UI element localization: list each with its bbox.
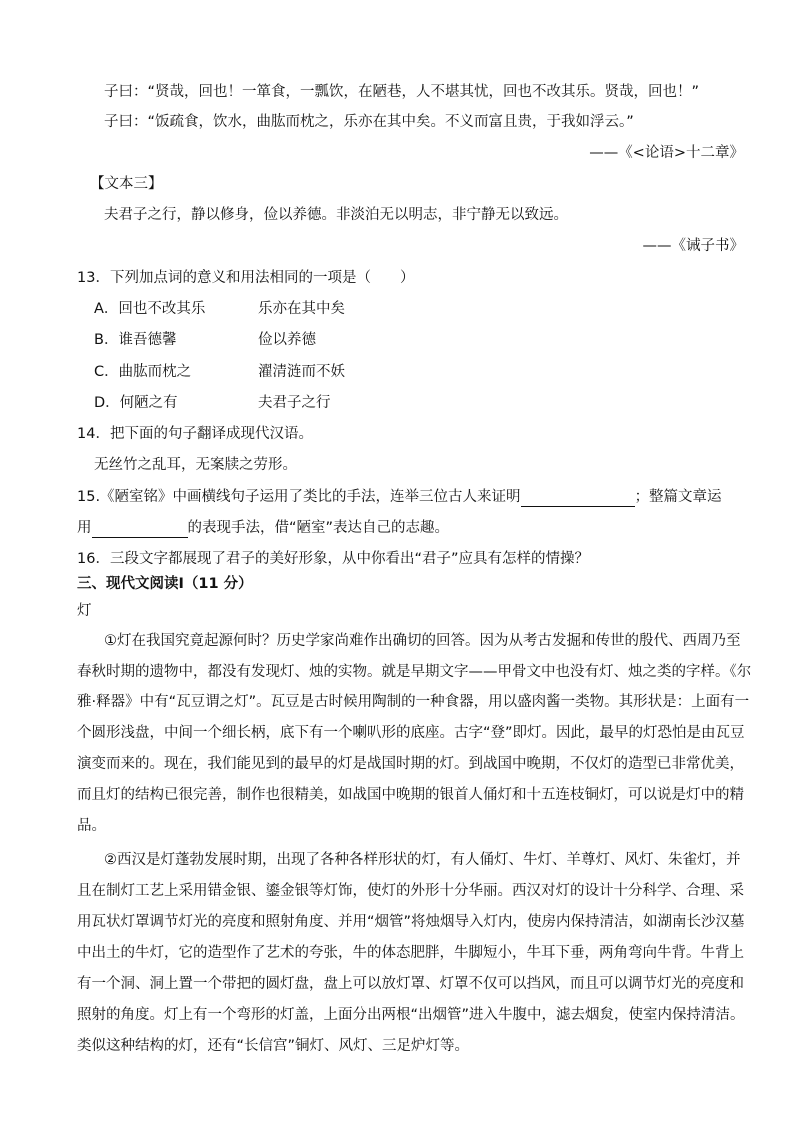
paragraph-1-line-3: 雅·释器》中有“瓦豆谓之灯”。瓦豆是古时候用陶制的一种食器，用以盛肉酱一类物。其形状是：上面有一	[77, 694, 750, 710]
option-a-pair: 乐亦在其中矣	[258, 301, 345, 317]
option-d-label: D．何陋之有	[94, 395, 178, 411]
answer-blank-1[interactable]	[521, 490, 635, 507]
option-c-label: C．曲肱而枕之	[94, 364, 192, 380]
question-15-line-1	[77, 487, 722, 507]
answer-blank-2[interactable]	[92, 521, 188, 538]
paragraph-2-line-4: 中出土的牛灯，它的造型作了艺术的夸张，牛的体态肥胖，牛脚短小，牛耳下垂，两角弯向牛背。牛背上	[77, 945, 744, 961]
paragraph-1-line-6: 而且灯的结构已很完善，制作也很精美，如战国中晚期的银首人俑灯和十五连枝铜灯，可以说是灯中的精	[77, 787, 744, 803]
text3-heading: 【文本三】	[90, 176, 163, 192]
section-3-heading: 三、现代文阅读Ⅰ（11 分）	[77, 576, 253, 592]
option-d-pair: 夫君子之行	[258, 395, 331, 411]
question-16-stem: 16．三段文字都展现了君子的美好形象，从中你看出“君子”应具有怎样的情操？	[77, 551, 589, 567]
paragraph-2-line-1: ②西汉是灯蓬勃发展时期，出现了各种各样形状的灯，有人俑灯、牛灯、羊尊灯、风灯、朱雀灯，并	[104, 852, 741, 868]
option-a-label: A．回也不改其乐	[94, 301, 206, 317]
paragraph-2-line-6: 照射的角度。灯上有一个弯形的灯盖，上面分出两根“出烟管”进入牛腹中，滤去烟炱，使室内保持清洁。	[77, 1007, 745, 1023]
question-13-stem: 13．下列加点词的意义和用法相同的一项是（ ）	[77, 270, 415, 286]
option-c-pair: 濯清涟而不妖	[258, 364, 345, 380]
paragraph-1-line-7: 品。	[77, 818, 106, 834]
question-15-part-3: 用	[77, 520, 92, 536]
paragraph-2-line-2: 且在制灯工艺上采用错金银、鎏金银等灯饰，使灯的外形十分华丽。西汉对灯的设计十分科学、合理、采	[77, 883, 744, 899]
text2-line-2: 子曰：“饭疏食，饮水，曲肱而枕之，乐亦在其中矣。不义而富且贵，于我如浮云。”	[104, 114, 634, 130]
text2-line-1: 子曰：“贤哉，回也！一箪食，一瓢饮，在陋巷，人不堪其忧，回也不改其乐。贤哉，回也！”	[104, 84, 700, 100]
paragraph-1-line-5: 演变而来的。现在，我们能见到的最早的灯是战国时期的灯。到战国中晚期，不仅灯的造型已非常优美，	[77, 756, 744, 772]
text3-line-1: 夫君子之行，静以修身，俭以养德。非淡泊无以明志，非宁静无以致远。	[104, 207, 568, 223]
paragraph-1-line-4: 个圆形浅盘，中间一个细长柄，底下有一个喇叭形的底座。古字“登”即灯。因此，最早的灯恐怕是由瓦豆	[77, 725, 745, 741]
question-15-part-1: 15.《陋室铭》中画横线句子运用了类比的手法，连举三位古人来证明	[77, 489, 521, 505]
paragraph-1-line-2: 春秋时期的遗物中，都没有发现灯、烛的实物。就是早期文字——甲骨文中也没有灯、烛之类的字样。《尔	[77, 664, 752, 680]
question-15-part-4: 的表现手法，借“陋室”表达自己的志趣。	[187, 520, 450, 536]
paragraph-2-line-5: 有一个洞、洞上置一个带把的圆灯盘，盘上可以放灯罩、灯罩不仅可以挡风，而且可以调节灯光的亮度和	[77, 976, 744, 992]
question-15-part-2: ；整篇文章运	[634, 489, 722, 505]
text3-source: ——《诫子书》	[642, 238, 744, 254]
question-14-stem: 14．把下面的句子翻译成现代汉语。	[77, 426, 313, 442]
question-14-sentence: 无丝竹之乱耳，无案牍之劳形。	[94, 457, 297, 473]
question-15-line-2	[77, 518, 449, 538]
paragraph-1-line-1: ①灯在我国究竟起源何时？历史学家尚难作出确切的回答。因为从考古发掘和传世的殷代、西周乃至	[104, 633, 741, 649]
option-b-pair: 俭以养德	[258, 332, 316, 348]
paragraph-2-line-3: 用瓦状灯罩调节灯光的亮度和照射角度、并用“烟管”将烛烟导入灯内，使房内保持清洁，如湖南长沙汉墓	[77, 914, 745, 930]
paragraph-2-line-7: 类似这种结构的灯，还有“长信宫”铜灯、风灯、三足炉灯等。	[77, 1038, 470, 1054]
article-title: 灯	[77, 603, 92, 619]
text2-source: ——《<论语>十二章》	[589, 145, 744, 161]
option-b-label: B．谁吾德馨	[94, 332, 177, 348]
